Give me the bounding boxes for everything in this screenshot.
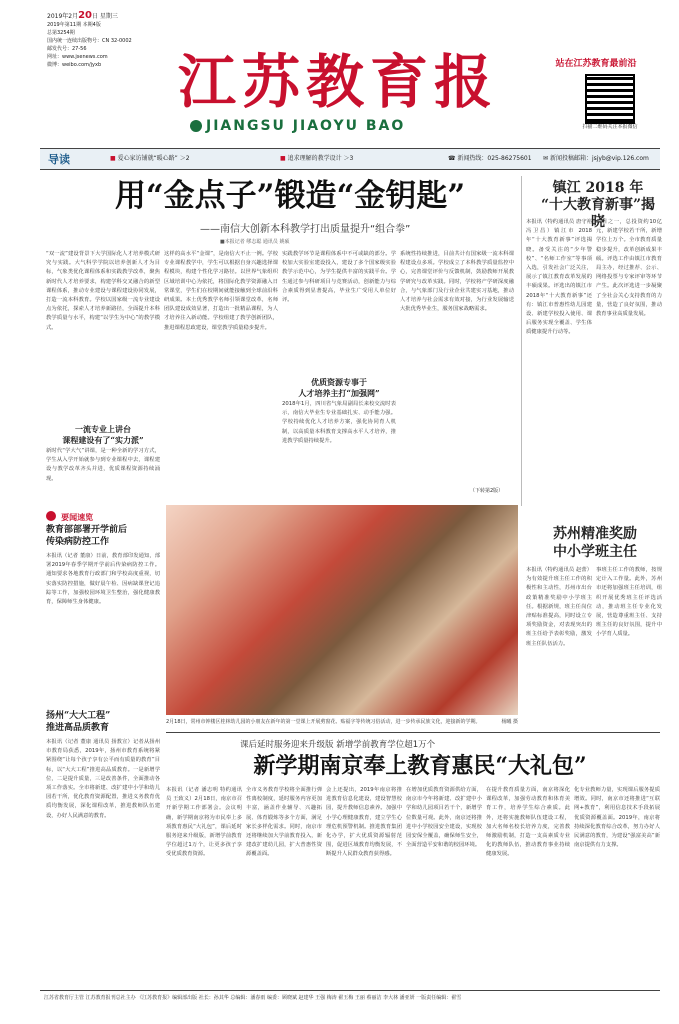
website[interactable]: 网址：www.jsenews.com	[47, 54, 108, 60]
suzhou-headline-2: 中小学班主任	[553, 544, 637, 560]
continued-note: （下转第2版）	[470, 488, 504, 494]
photo-caption-text: 2月18日，常州市钟楼区桂林幼儿园的小朋友在新年的第一堂课上开展剪窗花、贴福字等传统习俗活动，进一步传承民族文化，迎接新的学期。	[166, 719, 481, 725]
nav-item-1-page: ＞2	[179, 155, 190, 162]
lead-byline: ■本报记者 缪志聪 通讯员 姚硕	[220, 239, 290, 245]
suzhou-headline-1: 苏州精准奖励	[553, 526, 637, 542]
hotline-text: 新闻热线：025-86275601	[457, 155, 532, 162]
dot-icon	[46, 511, 56, 521]
square-icon: ■	[280, 155, 288, 162]
zhenjiang-headline-2: “十大教育新事”揭晓	[540, 197, 656, 230]
sub1a: 一流专业上讲台	[75, 424, 131, 434]
sidebar-story-1: 本报讯（记者 董康）日前，教育部印发通知，部署2019年春季学期开学前后传染病防控工作。通知要求各地教育行政部门和学校高度重视，切实落实防控措施，做好晨午检、因病缺课登记追踪等工作，加强校园环境卫生整治，强化健康教育，保障师生身体健康。	[46, 553, 160, 606]
logo-icon	[190, 120, 202, 132]
nav-label: 导读	[48, 153, 70, 166]
divider-rule	[166, 732, 660, 733]
mail-icon: ✉	[543, 155, 550, 162]
nav-item-2-label: 追求理解的教学设计	[287, 155, 342, 162]
lead-col-3b: 2018年1月，四川省气象局副局长来校交流时表示，南信大毕业生专业基础扎实、动手能力强。学校持续优化人才培养方案，强化协同育人机制，以高质量本科教育支撑高水平人才培养，推进教学质量持续提升。	[282, 401, 396, 444]
sidebar-headline-1b: 传染病防控工作	[46, 537, 110, 547]
suzhou-col-2: 事班主任工作的教师，按规定计入工作量。此外，苏州市还将加强班主任培训，组织开展优秀班主任评选活动，推动班主任专业化发展，营造尊重班主任、支持班主任的良好氛围，提升中小学育人质量。	[596, 567, 662, 638]
newspaper-title: 江苏教育报	[178, 48, 499, 116]
lead-col-1: “双一流”建设背景下大学国际化人才培养模式研究与实践。大气科学学院以培养创新人才为目标，气象类优化课程体系和实践教学改革，聚焦新时代人才培养要求，构建学科交叉融合的新型课程体系，推动专业建设与课程建设协同发展，打造一流本科教育。学校以国家级一流专业建设点为依托，探索人才培养新路径，全面提升本科教学质量与水平，构建“以学生为中心”的教学模式。	[46, 251, 160, 331]
total-issue: 总第3254期	[47, 30, 75, 36]
nav-item-1[interactable]	[110, 154, 190, 163]
sidebar-headline-2b: 推进高品质教育	[46, 723, 110, 733]
bottom-headline: 新学期南京奉上教育惠民“大礼包”	[253, 753, 587, 779]
sidebar-logo-text: 要闻速览	[61, 512, 94, 522]
lead-headline: 用“金点子”锻造“金钥匙”	[114, 178, 466, 214]
sidebar-headline-2a: 扬州“大大工程”	[46, 711, 111, 721]
postal-code: 邮发代号：27-56	[47, 46, 87, 52]
square-icon: ■	[110, 155, 118, 162]
sub2b: 人才培养主打“加强网”	[298, 388, 380, 398]
lead-col-3: 实践教学环节是课程体系中不可或缺的部分。学校加大实验室建设投入，建设了多个国家级实验教学示范中心，为学生提供丰富的实践平台。学生通过参与科研项目与竞赛活动，创新能力与综合素质得到显著提高，毕业生广受用人单位好评。	[282, 251, 396, 304]
cn-number: 国内统一连续出版物号：CN 32-0002	[47, 38, 132, 44]
sidebar-headline-1[interactable]	[46, 524, 160, 548]
date-prefix: 2019年2月	[47, 13, 79, 20]
nav-item-1-label: 爱心家访铺就“暖心路”	[117, 155, 178, 162]
bottom-col-4: 在增加优质教育资源供给方面，南京市今年将新建、改扩建中小学和幼儿园项目若干个，新增学位数量可观。此外，南京还将推进中小学校园安全建设，实现校园安保全覆盖，确保师生安全，全面营造平安和谐的校园环境。	[406, 787, 482, 849]
lead-subhead: ——南信大创新本科教学打出质量提升“组合拳”	[200, 224, 411, 235]
lead-col-2: 这样的高水平“金课”，是南信大不止一例。学校专业课程教学中，学生可以根据自身兴趣选择课程模块，构建个性化学习路径。以世界气象组织区域培训中心为依托，将国际化教学资源融入日常课堂，学生们在校期间就能接触到全球前沿科研成果。本土优秀教学名师引领课堂改革，名师团队建设成效显著，打造出一批精品课程，为人才培养注入新动能。学校组建了教学创新团队，推进课程思政建设，课堂教学质量稳步提升。	[164, 251, 278, 331]
sidebar-headline-2[interactable]	[46, 710, 160, 734]
news-photo	[166, 505, 518, 715]
nav-item-2[interactable]	[280, 154, 353, 163]
nav-item-2-page: ＞3	[343, 155, 354, 162]
lead-subhead-1	[46, 424, 160, 446]
zhenjiang-col-1: 本报讯（特约通讯员 唐守裕 冯卫昌）镇江市 2018 年“十大教育新事”评选揭晓。备受关注的“少年警校”、“名师工作室”等事项入选，引发社会广泛关注，展示了镇江教育改革发展的丰硕成果。评选出的镇江市2018年“十大教育新事”还有：镇江市普惠性幼儿园建设、新建学校投入使用、课后服务实现全覆盖、学生体质健康提升行动等。	[526, 219, 592, 336]
date-day: 20	[78, 10, 93, 21]
bottom-col-3: 会上还提出，2019年南京将推进教育信息化建设，建设智慧校园，提升教师信息素养。加强中小学心理健康教育，建立学生心理危机预警机制。推进教育集团化办学，扩大优质资源辐射范围，促进区域教育均衡发展，不断提升人民群众教育获得感。	[326, 787, 402, 858]
zhenjiang-col-2: 项目之一，总投资约10亿元，新建学校若干所，新增学位上万个。全市教育质量稳步提升，改革创新成果丰硕。评选工作由镇江市教育局主办，经过推荐、公示、网络投票与专家评审等环节产生。此次评选进一步凝聚了全社会关心支持教育的力量，营造了良好氛围，推动教育事业高质量发展。	[596, 219, 662, 318]
lead-col-4: 系统性持续推进，目前共计有国家级一流本科课程建设点多项。学校成立了本科教学质量监控中心，完善课堂评价与反馈机制，鼓励教师开展教学研究与改革实践。同时，学校将产学研深度融合，与气象部门及行业企业共建实习基地，推动人才培养与社会需求有效对接，为行业发展输送大批优秀毕业生，服务国家战略需求。	[400, 251, 514, 313]
newspaper-subtitle	[190, 118, 405, 134]
zhenjiang-headline-1: 镇江 2018 年	[552, 180, 644, 196]
footer-rule	[40, 990, 660, 991]
qr-caption: 扫描二维码关注本报微信	[582, 124, 638, 130]
bottom-col-1: 本报讯（记者 潘志明 特约通讯员 王致义）2月18日，南京市召开新学期工作部署会。会议明确，新学期南京将为市民奉上多项教育惠民“大礼包”，课后延时服务迎来升级版，新增学前教育学位超过1万个，让更多孩子享受优质教育资源。	[166, 787, 242, 858]
sidebar-story-2: 本报讯（记者 董康 通讯员 扬教宣）记者从扬州市教育局获悉，2019年，扬州市教育系统将紧紧围绕“让每个孩子享有公平而有质量的教育”目标，以“大大工程”推进高品质教育。一是新增学位，二是提升质量，三是改善条件，全面推动各项工作落实。全市将新建、改扩建中小学和幼儿园若干所，优化教育资源配置，推进义务教育优质均衡发展，深化课程改革，推进教师队伍建设，办好人民满意的教育。	[46, 739, 160, 819]
hotline[interactable]	[448, 154, 532, 163]
suzhou-col-1: 本报讯（特约通讯员 赵蕾）为有效提升班主任工作的积极性和主动性，苏州市出台政策精准奖励中小学班主任。根据新规，班主任岗位津贴标准提高，同时设立专项奖励资金，对表现突出的班主任给予表彰奖励，激发班主任队伍活力。	[526, 567, 592, 647]
photo-caption	[166, 718, 518, 726]
sidebar-logo	[46, 505, 160, 522]
email[interactable]	[543, 154, 649, 163]
bottom-col-5: 在提升教育质量方面，南京将深化课程改革，加强劳动教育和体育美育工作，培养学生综合素质。此外，还将实施教师队伍建设工程，加大名师名校长培养力度，完善教师激励机制，打造一支高素质专业化的教师队伍，推动教育事业持续健康发展。	[486, 787, 570, 858]
lead-subhead-2	[282, 377, 396, 399]
issue-info	[47, 12, 157, 69]
bottom-col-6: 化专业教师力量，实现课后服务提质增效。同时，南京市还将推进“互联网+教育”，利用信息技术手段拓展优质资源覆盖面。2019年，南京将持续深化教育综合改革，努力办好人民满意的教育，为建设“强富美高”新南京提供有力支撑。	[574, 787, 660, 849]
email-text: 新闻投稿邮箱：jsjyb@vip.126.com	[549, 155, 649, 162]
weibo[interactable]: 微博：weibo.com/jyxb	[47, 62, 102, 68]
subtitle-text: JIANGSU JIAOYU BAO	[206, 118, 406, 134]
sidebar-headline-1a: 教育部部署开学前后	[46, 525, 128, 535]
column-divider	[521, 176, 522, 506]
issue-number: 2019年第11期 本期4版	[47, 22, 101, 28]
footer: 江苏省教育厅主管 江苏教育报刊总社主办 《江苏教育报》编辑部出版 社长：孙其华 总编辑：潘春雨 编委：顾晓斌 赵建华 王强 梅涛 翟玉梅 王丽 蔡丽洁 李大林 潘亚妍 一版责任编辑：翟雪	[44, 995, 462, 1001]
phone-icon: ☎	[448, 155, 458, 162]
lead-col-1b: 新时代“学大气”讲课，是一种全新的学习方式，学生从入学开始就参与到专业课程中去，课程建设与教学改革齐头并进，优质课程资源持续涌现。	[46, 448, 160, 482]
date-suffix: 日 星期三	[92, 13, 118, 20]
bottom-col-2: 全市义务教育学校将全面推行弹性离校制度，延时服务内容更加丰富，涵盖作业辅导、兴趣拓展、体育锻炼等多个方面，满足家长多样化需求。同时，南京市还将继续加大学前教育投入，新建改扩建幼儿园，扩大普惠性资源覆盖面。	[246, 787, 322, 858]
photo-credit: 杨曦 摄	[501, 719, 518, 725]
qr-code-icon[interactable]	[585, 74, 635, 124]
slogan: 站在江苏教育最前沿	[555, 59, 637, 69]
suzhou-headline	[530, 525, 660, 561]
sub1b: 课程建设有了“实力派”	[62, 435, 144, 445]
bottom-kicker: 课后延时服务迎来升级版 新增学前教育学位超1万个	[240, 740, 436, 750]
sub2a: 优质资源专事于	[311, 377, 367, 387]
